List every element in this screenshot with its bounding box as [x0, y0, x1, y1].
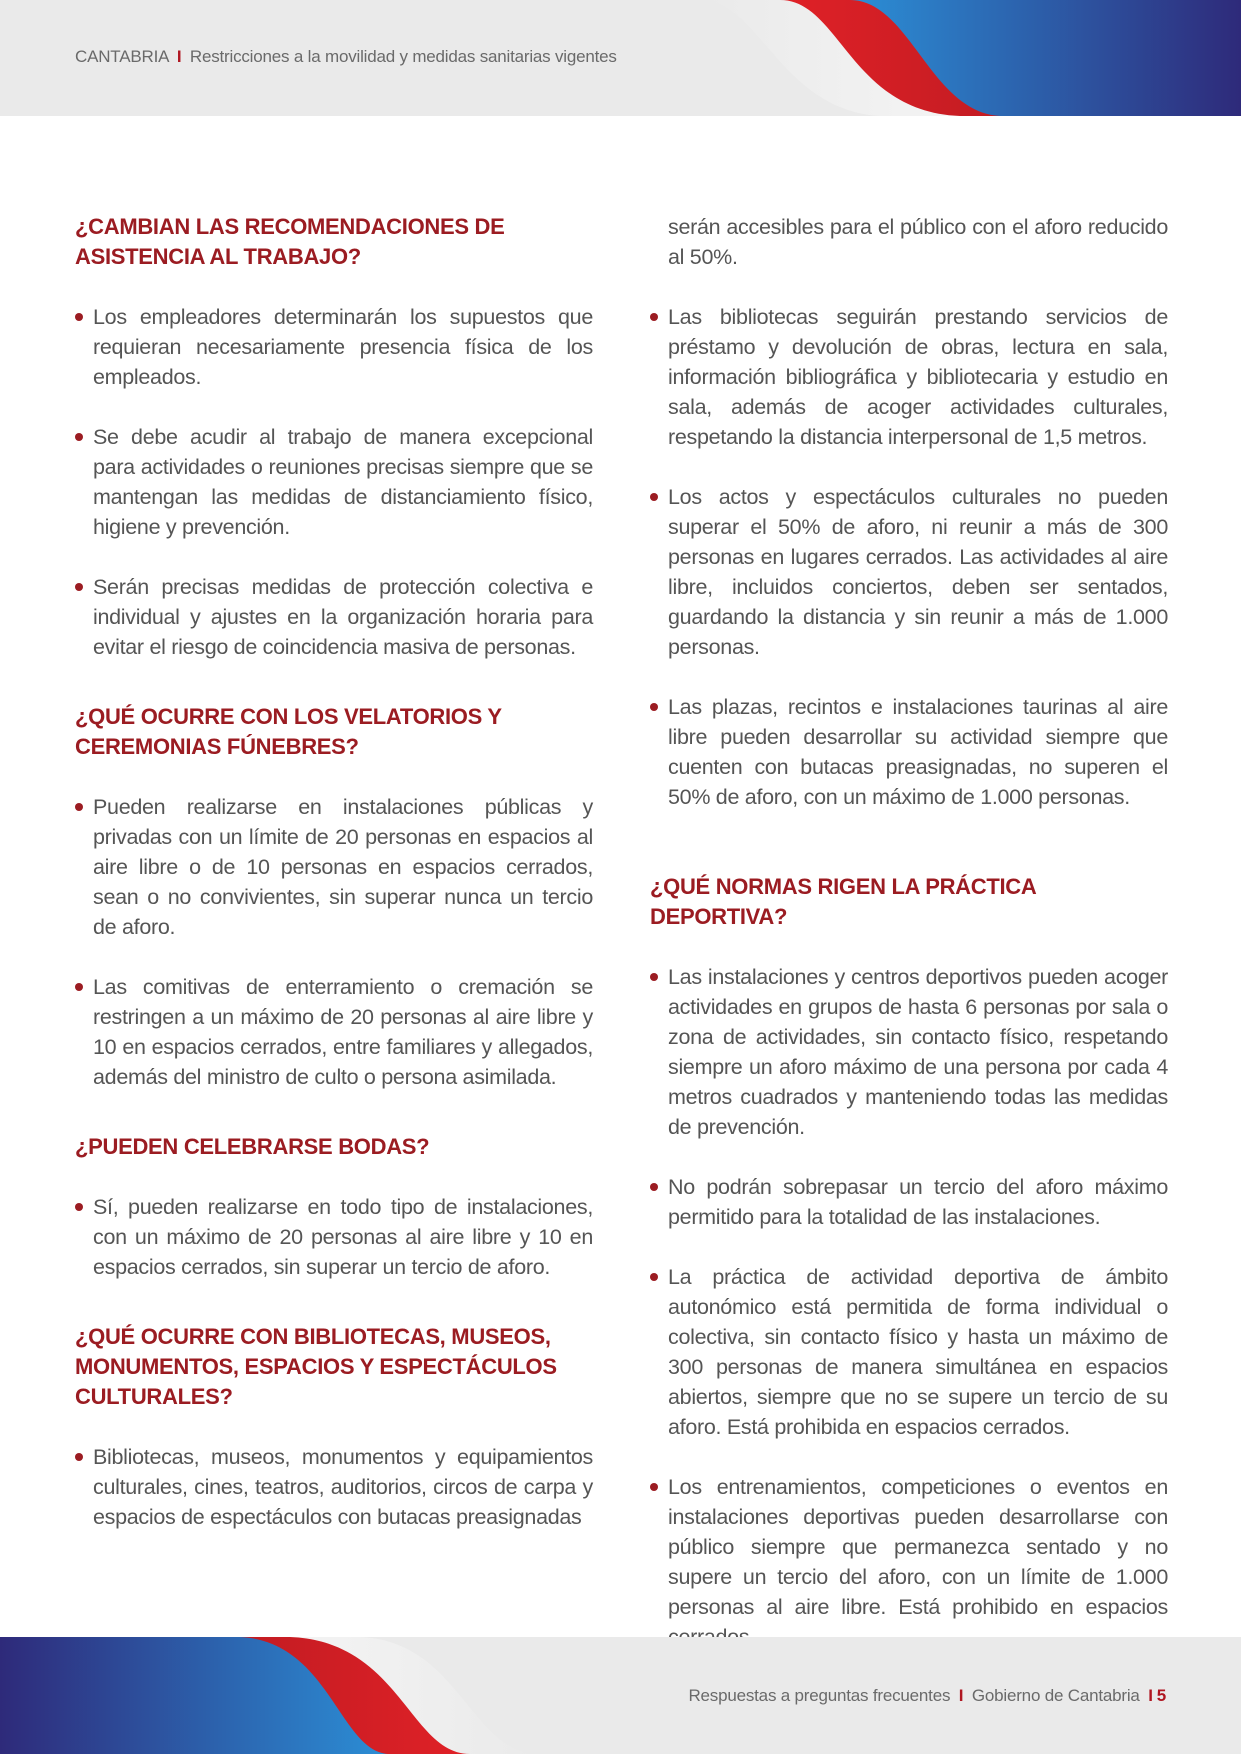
list-item-text: Las bibliotecas seguirán prestando servicios de préstamo y devolución de obras, lectura en sala, información bibliográfica y bibliotecaria y estudio en sala, además de acoger actividades culturales, respetando la distancia interpersonal de 1,5 metros.: [668, 305, 1168, 449]
list-item-text: Las comitivas de enterramiento o cremación se restringen a un máximo de 20 personas al aire libre y 10 en espacios cerrados, entre familiares y allegados, además del ministro de culto o persona asimilada.: [93, 975, 593, 1089]
list-item-text: Se debe acudir al trabajo de manera excepcional para actividades o reuniones precisas siempre que se mantengan las medidas de distanciamiento físico, higiene y prevención.: [93, 425, 593, 539]
list-item-text: Los actos y espectáculos culturales no pueden superar el 50% de aforo, ni reunir a más de 300 personas en lugares cerrados. Las actividades al aire libre, incluidos conciertos, deben ser sentados, guardando la distancia y sin reunir a más de 1.000 personas.: [668, 485, 1168, 659]
bullet-list: [650, 302, 1168, 812]
bullet-list: [75, 302, 593, 662]
bullet-icon: [75, 433, 83, 441]
list-item: [75, 422, 593, 542]
section-weddings: [75, 1132, 593, 1282]
header-subtitle: Restricciones a la movilidad y medidas sanitarias vigentes: [189, 47, 617, 66]
header-title: [75, 47, 617, 67]
list-item-text: Sí, pueden realizarse en todo tipo de instalaciones, con un máximo de 20 personas al aire libre y 10 en espacios cerrados, sin superar un tercio de aforo.: [93, 1195, 593, 1279]
list-item-text: Bibliotecas, museos, monumentos y equipamientos culturales, cines, teatros, auditorios, circos de carpa y espacios de espectáculos con butacas preasignadas: [93, 1445, 593, 1529]
bullet-list: [75, 1442, 593, 1532]
list-item: [650, 1172, 1168, 1232]
bullet-icon: [75, 983, 83, 991]
footer-separator-2: I: [1148, 1686, 1153, 1705]
section-work: [75, 212, 593, 662]
bullet-icon: [75, 313, 83, 321]
continued-text: serán accesibles para el público con el aforo reducido al 50%.: [668, 215, 1168, 269]
bullet-icon: [650, 313, 658, 321]
list-item: [650, 962, 1168, 1142]
left-column: [75, 212, 593, 1572]
bullet-list: [75, 1192, 593, 1282]
list-item: [75, 302, 593, 392]
bullet-icon: [75, 1453, 83, 1461]
list-item-text: Las plazas, recintos e instalaciones taurinas al aire libre pueden desarrollar su actividad siempre que cuenten con butacas preasignadas, no superen el 50% de aforo, con un máximo de 1.000 personas.: [668, 695, 1168, 809]
footer-right: Gobierno de Cantabria: [971, 1686, 1140, 1705]
list-item-text: La práctica de actividad deportiva de ámbito autonómico está permitida de forma individual o colectiva, sin contacto físico y hasta un máximo de 300 personas de manera simultánea en espacios abiertos, siempre que no se supere un tercio de su aforo. Está prohibida en espacios cerrados.: [668, 1265, 1168, 1439]
list-item: [75, 792, 593, 942]
list-item-text: Las instalaciones y centros deportivos pueden acoger actividades en grupos de hasta 6 personas por sala o zona de actividades, sin contacto físico, respetando siempre un aforo máximo de una persona por cada 4 metros cuadrados y manteniendo todas las medidas de prevención.: [668, 965, 1168, 1139]
section-culture: [75, 1322, 593, 1532]
bullet-icon: [75, 803, 83, 811]
header-region: CANTABRIA: [75, 47, 169, 66]
bullet-icon: [650, 1183, 658, 1191]
footer-left: Respuestas a preguntas frecuentes: [688, 1686, 951, 1705]
bullet-icon: [650, 973, 658, 981]
bullet-icon: [650, 1483, 658, 1491]
list-item-text: Los empleadores determinarán los supuestos que requieran necesariamente presencia física de los empleados.: [93, 305, 593, 389]
list-item: [75, 972, 593, 1092]
list-item: [650, 482, 1168, 662]
page-number: 5: [1156, 1686, 1166, 1705]
section-funerals: [75, 702, 593, 1092]
section-heading: ¿QUÉ OCURRE CON BIBLIOTECAS, MUSEOS, MONUMENTOS, ESPACIOS Y ESPECTÁCULOS CULTURALES?: [75, 1324, 557, 1409]
list-item-text: Los entrenamientos, competiciones o eventos en instalaciones deportivas pueden desarrollarse con público siempre que permanezca sentado y no supere un tercio del aforo, con un límite de 1.000 personas al aire libre. Está prohibido en espacios: [668, 1475, 1168, 1619]
section-heading: ¿CAMBIAN LAS RECOMENDACIONES DE ASISTENCIA AL TRABAJO?: [75, 214, 505, 269]
section-heading: ¿QUÉ NORMAS RIGEN LA PRÁCTICA DEPORTIVA?: [650, 874, 1036, 929]
list-item: [75, 572, 593, 662]
bullet-icon: [75, 1203, 83, 1211]
list-item: [75, 1442, 593, 1532]
list-item: [75, 1192, 593, 1282]
section-heading: ¿PUEDEN CELEBRARSE BODAS?: [75, 1134, 430, 1159]
list-item-text: No podrán sobrepasar un tercio del aforo máximo permitido para la totalidad de las instalaciones.: [668, 1175, 1168, 1229]
bullet-list: [650, 962, 1168, 1652]
section-heading: ¿QUÉ OCURRE CON LOS VELATORIOS Y CEREMONIAS FÚNEBRES?: [75, 704, 502, 759]
footer-separator: I: [958, 1686, 964, 1705]
header-separator: I: [176, 47, 182, 66]
list-item-text: Serán precisas medidas de protección colectiva e individual y ajustes en la organización horaria para evitar el riesgo de coincidencia masiva de personas.: [93, 575, 593, 659]
right-column: [650, 212, 1168, 1692]
bullet-icon: [650, 493, 658, 501]
bullet-icon: [650, 703, 658, 711]
footer-text: [688, 1686, 1166, 1706]
list-item: [650, 1262, 1168, 1442]
list-item: [650, 692, 1168, 812]
list-item: [650, 302, 1168, 452]
bullet-icon: [75, 583, 83, 591]
section-sports: [650, 872, 1168, 1652]
bullet-list: [75, 792, 593, 1092]
list-item-text: Pueden realizarse en instalaciones públicas y privadas con un límite de 20 personas en espacios al aire libre o de 10 personas en espacios cerrados, sean o no convivientes, sin superar nunca un tercio de aforo.: [93, 795, 593, 939]
list-item: [650, 1472, 1168, 1652]
bullet-icon: [650, 1273, 658, 1281]
